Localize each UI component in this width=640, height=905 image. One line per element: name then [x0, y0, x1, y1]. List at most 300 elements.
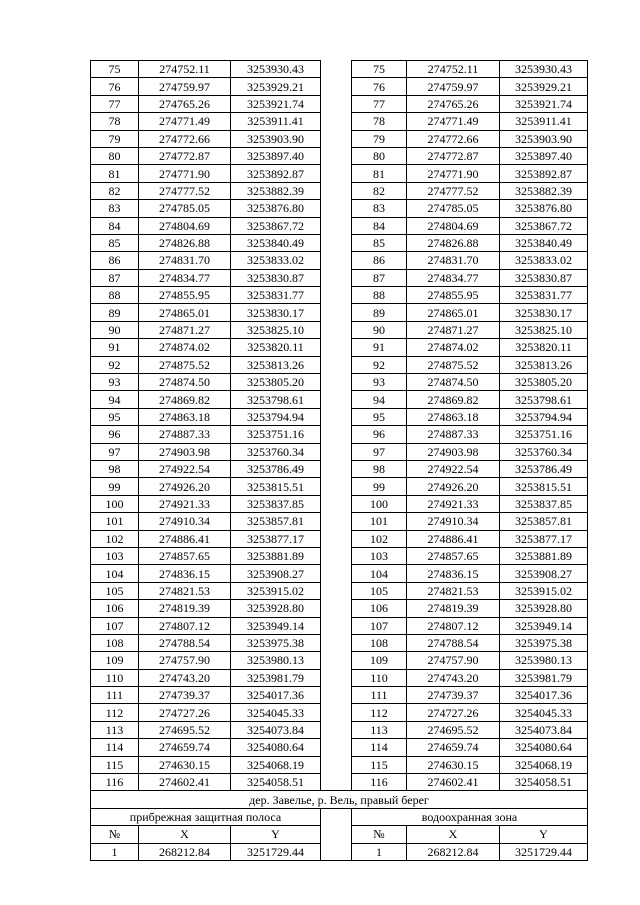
point-number-left: 111: [91, 687, 139, 704]
point-x-right: 274602.41: [407, 774, 500, 791]
point-y-left: 3253820.11: [231, 339, 321, 356]
coordinates-table-body: [91, 61, 588, 861]
point-number-left: 115: [91, 756, 139, 773]
table-row: [91, 843, 588, 860]
point-number-left: 83: [91, 200, 139, 217]
point-y-left: 3253980.13: [231, 652, 321, 669]
point-x-right: 274785.05: [407, 200, 500, 217]
column-gap: [321, 478, 352, 495]
table-row: [91, 443, 588, 460]
point-x-left: 274765.26: [139, 95, 231, 112]
point-number-left: 94: [91, 391, 139, 408]
point-number-left: 116: [91, 774, 139, 791]
column-gap: [321, 565, 352, 582]
point-number-left: 75: [91, 61, 139, 78]
point-x-right: 274836.15: [407, 565, 500, 582]
point-y-right: 3253867.72: [500, 217, 588, 234]
column-gap: [321, 356, 352, 373]
point-number-right: 107: [352, 617, 407, 634]
point-number-right: 95: [352, 408, 407, 425]
point-y-left: 3253813.26: [231, 356, 321, 373]
point-number-right: 85: [352, 234, 407, 251]
point-number-right: 83: [352, 200, 407, 217]
point-number-right: 113: [352, 721, 407, 738]
point-number-right: 86: [352, 252, 407, 269]
point-y-left: 3253882.39: [231, 182, 321, 199]
point-number-left: 77: [91, 95, 139, 112]
point-number-right: 110: [352, 669, 407, 686]
column-gap: [321, 95, 352, 112]
point-x-right: 274804.69: [407, 217, 500, 234]
point-x-left: 274887.33: [139, 426, 231, 443]
point-y-left: 3253928.80: [231, 600, 321, 617]
point-number-left: 96: [91, 426, 139, 443]
table-row: [91, 582, 588, 599]
point-number-left: 100: [91, 495, 139, 512]
point-x-right: 274874.50: [407, 374, 500, 391]
point-y-right: 3254068.19: [500, 756, 588, 773]
point-number-right: 77: [352, 95, 407, 112]
point-x-left: 274836.15: [139, 565, 231, 582]
table-row: [91, 200, 588, 217]
point-number-right: 99: [352, 478, 407, 495]
table-row: [91, 61, 588, 78]
table-row: [91, 287, 588, 304]
point-number-left: 105: [91, 582, 139, 599]
table-row: [91, 321, 588, 338]
point-number-right: 115: [352, 756, 407, 773]
section-title: дер. Завелье, р. Вель, правый берег: [91, 791, 588, 808]
point-y-right: 3253794.94: [500, 408, 588, 425]
header-y-left: Y: [231, 826, 321, 843]
point-number-right: 80: [352, 147, 407, 164]
column-gap: [321, 843, 352, 860]
point-y-right: 3253876.80: [500, 200, 588, 217]
point-y-left: 3253975.38: [231, 634, 321, 651]
point-y-right: 3254073.84: [500, 721, 588, 738]
point-number-left: 102: [91, 530, 139, 547]
column-gap: [321, 634, 352, 651]
table-row: [91, 217, 588, 234]
point-y-left: 3253805.20: [231, 374, 321, 391]
point-number-left: 89: [91, 304, 139, 321]
table-row: [91, 130, 588, 147]
point-number-right: 94: [352, 391, 407, 408]
header-number-left: №: [91, 826, 139, 843]
point-y-left: 3253815.51: [231, 478, 321, 495]
point-x-left: 274874.50: [139, 374, 231, 391]
point-y-right: 3253981.79: [500, 669, 588, 686]
table-row: [91, 391, 588, 408]
point-y-left: 3253786.49: [231, 460, 321, 477]
point-number-right: 90: [352, 321, 407, 338]
point-y-left: 3254073.84: [231, 721, 321, 738]
point-x-right: 274659.74: [407, 739, 500, 756]
point-y-left: 3253825.10: [231, 321, 321, 338]
point-x-left: 274771.49: [139, 113, 231, 130]
point-number-right: 116: [352, 774, 407, 791]
point-y-right: 3253815.51: [500, 478, 588, 495]
point-x-right: 274777.52: [407, 182, 500, 199]
table-row: [91, 704, 588, 721]
point-y-right: 3253881.89: [500, 547, 588, 564]
table-row: [91, 634, 588, 651]
point-y-right: 3253825.10: [500, 321, 588, 338]
point-x-right: 274788.54: [407, 634, 500, 651]
point-x-right: 274765.26: [407, 95, 500, 112]
column-gap: [321, 600, 352, 617]
point-number-right: 108: [352, 634, 407, 651]
column-gap: [321, 530, 352, 547]
point-y-right: 3253857.81: [500, 513, 588, 530]
table-row: [91, 374, 588, 391]
point-x-right: 274831.70: [407, 252, 500, 269]
column-gap: [321, 582, 352, 599]
column-header-row: [91, 826, 588, 843]
point-number-right: 114: [352, 739, 407, 756]
table-row: [91, 234, 588, 251]
column-gap: [321, 182, 352, 199]
point-number-right: 100: [352, 495, 407, 512]
point-x-left: 274831.70: [139, 252, 231, 269]
column-gap: [321, 774, 352, 791]
point-number-right: 88: [352, 287, 407, 304]
point-y-right: 3254045.33: [500, 704, 588, 721]
point-x-right: 274695.52: [407, 721, 500, 738]
point-x-right: 274903.98: [407, 443, 500, 460]
table-row: [91, 774, 588, 791]
point-number-right: 75: [352, 61, 407, 78]
header-y-right: Y: [500, 826, 588, 843]
point-number-left: 114: [91, 739, 139, 756]
point-x-right: 274863.18: [407, 408, 500, 425]
table-row: [91, 408, 588, 425]
table-row: [91, 165, 588, 182]
point-y-right: 3253915.02: [500, 582, 588, 599]
point-x-left: 274863.18: [139, 408, 231, 425]
column-gap: [321, 234, 352, 251]
point-number-right: 78: [352, 113, 407, 130]
point-x-right: 274771.49: [407, 113, 500, 130]
point-number-right: 79: [352, 130, 407, 147]
point-y-right: 3254080.64: [500, 739, 588, 756]
point-number-left: 113: [91, 721, 139, 738]
point-x-left: 274602.41: [139, 774, 231, 791]
point-x-right: 274821.53: [407, 582, 500, 599]
column-gap: [321, 408, 352, 425]
point-number-left: 78: [91, 113, 139, 130]
point-y-left: 3254045.33: [231, 704, 321, 721]
point-x-right: 274752.11: [407, 61, 500, 78]
point-number-right: 112: [352, 704, 407, 721]
point-y-left: 3253908.27: [231, 565, 321, 582]
point-number-left: 87: [91, 269, 139, 286]
point-number-right: 106: [352, 600, 407, 617]
point-x-right: 274926.20: [407, 478, 500, 495]
point-x-left: 274865.01: [139, 304, 231, 321]
point-x-left: 274757.90: [139, 652, 231, 669]
point-x-right: 274807.12: [407, 617, 500, 634]
point-number-right: 109: [352, 652, 407, 669]
point-y-left: 3254017.36: [231, 687, 321, 704]
header-x-left: X: [139, 826, 231, 843]
point-x-left: 274875.52: [139, 356, 231, 373]
point-x-right: 274759.97: [407, 78, 500, 95]
column-gap: [321, 269, 352, 286]
table-row: [91, 669, 588, 686]
point-y-right: 3253813.26: [500, 356, 588, 373]
point-y-right: 3253980.13: [500, 652, 588, 669]
column-gap: [321, 147, 352, 164]
section-point-x-left: 268212.84: [139, 843, 231, 860]
point-y-right: 3254058.51: [500, 774, 588, 791]
point-x-right: 274834.77: [407, 269, 500, 286]
point-number-right: 96: [352, 426, 407, 443]
point-x-left: 274910.34: [139, 513, 231, 530]
column-gap: [321, 687, 352, 704]
point-number-left: 98: [91, 460, 139, 477]
point-x-left: 274826.88: [139, 234, 231, 251]
point-y-left: 3253892.87: [231, 165, 321, 182]
column-gap: [321, 547, 352, 564]
point-x-left: 274788.54: [139, 634, 231, 651]
point-number-right: 91: [352, 339, 407, 356]
point-number-left: 82: [91, 182, 139, 199]
table-row: [91, 478, 588, 495]
point-y-left: 3253881.89: [231, 547, 321, 564]
point-x-left: 274759.97: [139, 78, 231, 95]
point-x-left: 274785.05: [139, 200, 231, 217]
point-x-right: 274757.90: [407, 652, 500, 669]
point-number-left: 99: [91, 478, 139, 495]
section-point-x-right: 268212.84: [407, 843, 500, 860]
point-y-right: 3253908.27: [500, 565, 588, 582]
point-x-right: 274772.87: [407, 147, 500, 164]
point-number-left: 76: [91, 78, 139, 95]
table-row: [91, 652, 588, 669]
point-y-right: 3253751.16: [500, 426, 588, 443]
point-number-left: 90: [91, 321, 139, 338]
point-number-left: 106: [91, 600, 139, 617]
point-y-left: 3254080.64: [231, 739, 321, 756]
point-number-left: 109: [91, 652, 139, 669]
column-gap: [321, 61, 352, 78]
point-number-right: 98: [352, 460, 407, 477]
point-x-left: 274921.33: [139, 495, 231, 512]
point-y-left: 3253833.02: [231, 252, 321, 269]
point-x-right: 274630.15: [407, 756, 500, 773]
point-y-left: 3253794.94: [231, 408, 321, 425]
column-gap: [321, 374, 352, 391]
point-number-left: 86: [91, 252, 139, 269]
column-gap: [321, 669, 352, 686]
point-y-left: 3253949.14: [231, 617, 321, 634]
column-gap: [321, 200, 352, 217]
point-x-left: 274834.77: [139, 269, 231, 286]
point-number-right: 81: [352, 165, 407, 182]
point-x-right: 274922.54: [407, 460, 500, 477]
column-gap: [321, 721, 352, 738]
point-number-right: 84: [352, 217, 407, 234]
point-y-left: 3253837.85: [231, 495, 321, 512]
point-x-left: 274855.95: [139, 287, 231, 304]
section-point-number-right: 1: [352, 843, 407, 860]
point-x-right: 274819.39: [407, 600, 500, 617]
point-x-right: 274857.65: [407, 547, 500, 564]
point-y-right: 3253831.77: [500, 287, 588, 304]
point-y-left: 3253876.80: [231, 200, 321, 217]
point-y-left: 3253877.17: [231, 530, 321, 547]
point-y-left: 3253831.77: [231, 287, 321, 304]
point-y-left: 3253903.90: [231, 130, 321, 147]
point-y-right: 3253903.90: [500, 130, 588, 147]
point-number-right: 97: [352, 443, 407, 460]
column-gap: [321, 113, 352, 130]
point-x-right: 274869.82: [407, 391, 500, 408]
table-row: [91, 426, 588, 443]
point-x-left: 274821.53: [139, 582, 231, 599]
point-x-right: 274772.66: [407, 130, 500, 147]
point-x-left: 274659.74: [139, 739, 231, 756]
table-row: [91, 252, 588, 269]
point-y-left: 3254068.19: [231, 756, 321, 773]
point-y-right: 3253877.17: [500, 530, 588, 547]
point-x-left: 274926.20: [139, 478, 231, 495]
column-gap: [321, 130, 352, 147]
point-number-right: 76: [352, 78, 407, 95]
point-y-right: 3253892.87: [500, 165, 588, 182]
point-x-left: 274771.90: [139, 165, 231, 182]
point-y-left: 3253897.40: [231, 147, 321, 164]
point-number-left: 91: [91, 339, 139, 356]
section-point-y-right: 3251729.44: [500, 843, 588, 860]
column-gap: [321, 443, 352, 460]
header-x-right: X: [407, 826, 500, 843]
point-number-right: 102: [352, 530, 407, 547]
point-number-right: 93: [352, 374, 407, 391]
table-row: [91, 182, 588, 199]
point-x-right: 274771.90: [407, 165, 500, 182]
point-x-right: 274887.33: [407, 426, 500, 443]
point-y-left: 3253857.81: [231, 513, 321, 530]
point-number-left: 95: [91, 408, 139, 425]
column-gap: [321, 756, 352, 773]
point-number-left: 103: [91, 547, 139, 564]
point-y-right: 3253798.61: [500, 391, 588, 408]
point-x-left: 274857.65: [139, 547, 231, 564]
point-y-right: 3253897.40: [500, 147, 588, 164]
point-number-right: 92: [352, 356, 407, 373]
point-number-left: 97: [91, 443, 139, 460]
point-x-left: 274819.39: [139, 600, 231, 617]
table-row: [91, 356, 588, 373]
table-row: [91, 147, 588, 164]
column-gap: [321, 287, 352, 304]
point-number-left: 104: [91, 565, 139, 582]
point-x-left: 274869.82: [139, 391, 231, 408]
point-y-right: 3253949.14: [500, 617, 588, 634]
point-y-left: 3253911.41: [231, 113, 321, 130]
table-row: [91, 565, 588, 582]
point-x-left: 274772.66: [139, 130, 231, 147]
point-y-right: 3253837.85: [500, 495, 588, 512]
right-zone-heading: водоохранная зона: [352, 808, 588, 825]
point-y-right: 3253930.43: [500, 61, 588, 78]
table-row: [91, 721, 588, 738]
point-x-left: 274739.37: [139, 687, 231, 704]
point-x-right: 274739.37: [407, 687, 500, 704]
column-gap: [321, 252, 352, 269]
point-y-left: 3253840.49: [231, 234, 321, 251]
point-x-left: 274772.87: [139, 147, 231, 164]
section-point-y-left: 3251729.44: [231, 843, 321, 860]
table-row: [91, 513, 588, 530]
point-number-right: 111: [352, 687, 407, 704]
point-number-right: 104: [352, 565, 407, 582]
point-number-left: 92: [91, 356, 139, 373]
point-number-left: 79: [91, 130, 139, 147]
point-x-right: 274743.20: [407, 669, 500, 686]
point-x-right: 274871.27: [407, 321, 500, 338]
point-y-left: 3253830.87: [231, 269, 321, 286]
zone-heading-row: [91, 808, 588, 825]
point-x-left: 274804.69: [139, 217, 231, 234]
point-x-left: 274752.11: [139, 61, 231, 78]
column-gap: [321, 495, 352, 512]
left-zone-heading: прибрежная защитная полоса: [91, 808, 321, 825]
point-x-left: 274777.52: [139, 182, 231, 199]
point-y-right: 3253921.74: [500, 95, 588, 112]
point-number-left: 112: [91, 704, 139, 721]
section-title-row: [91, 791, 588, 808]
point-y-right: 3253830.87: [500, 269, 588, 286]
point-x-left: 274630.15: [139, 756, 231, 773]
point-number-right: 87: [352, 269, 407, 286]
table-row: [91, 600, 588, 617]
point-y-left: 3253760.34: [231, 443, 321, 460]
point-y-right: 3253830.17: [500, 304, 588, 321]
point-number-right: 82: [352, 182, 407, 199]
point-number-left: 110: [91, 669, 139, 686]
point-number-left: 93: [91, 374, 139, 391]
point-x-right: 274886.41: [407, 530, 500, 547]
point-y-right: 3253928.80: [500, 600, 588, 617]
point-x-left: 274922.54: [139, 460, 231, 477]
table-row: [91, 547, 588, 564]
point-x-right: 274875.52: [407, 356, 500, 373]
column-gap: [321, 165, 352, 182]
table-row: [91, 756, 588, 773]
point-x-left: 274874.02: [139, 339, 231, 356]
point-y-left: 3253915.02: [231, 582, 321, 599]
column-gap: [321, 617, 352, 634]
table-row: [91, 739, 588, 756]
table-row: [91, 687, 588, 704]
point-number-left: 84: [91, 217, 139, 234]
point-x-right: 274727.26: [407, 704, 500, 721]
coordinates-table: [90, 60, 588, 861]
point-y-right: 3253805.20: [500, 374, 588, 391]
point-x-left: 274886.41: [139, 530, 231, 547]
table-row: [91, 78, 588, 95]
column-gap: [321, 391, 352, 408]
column-gap: [321, 808, 352, 825]
point-x-left: 274743.20: [139, 669, 231, 686]
point-y-right: 3253882.39: [500, 182, 588, 199]
column-gap: [321, 78, 352, 95]
table-row: [91, 495, 588, 512]
point-x-left: 274871.27: [139, 321, 231, 338]
